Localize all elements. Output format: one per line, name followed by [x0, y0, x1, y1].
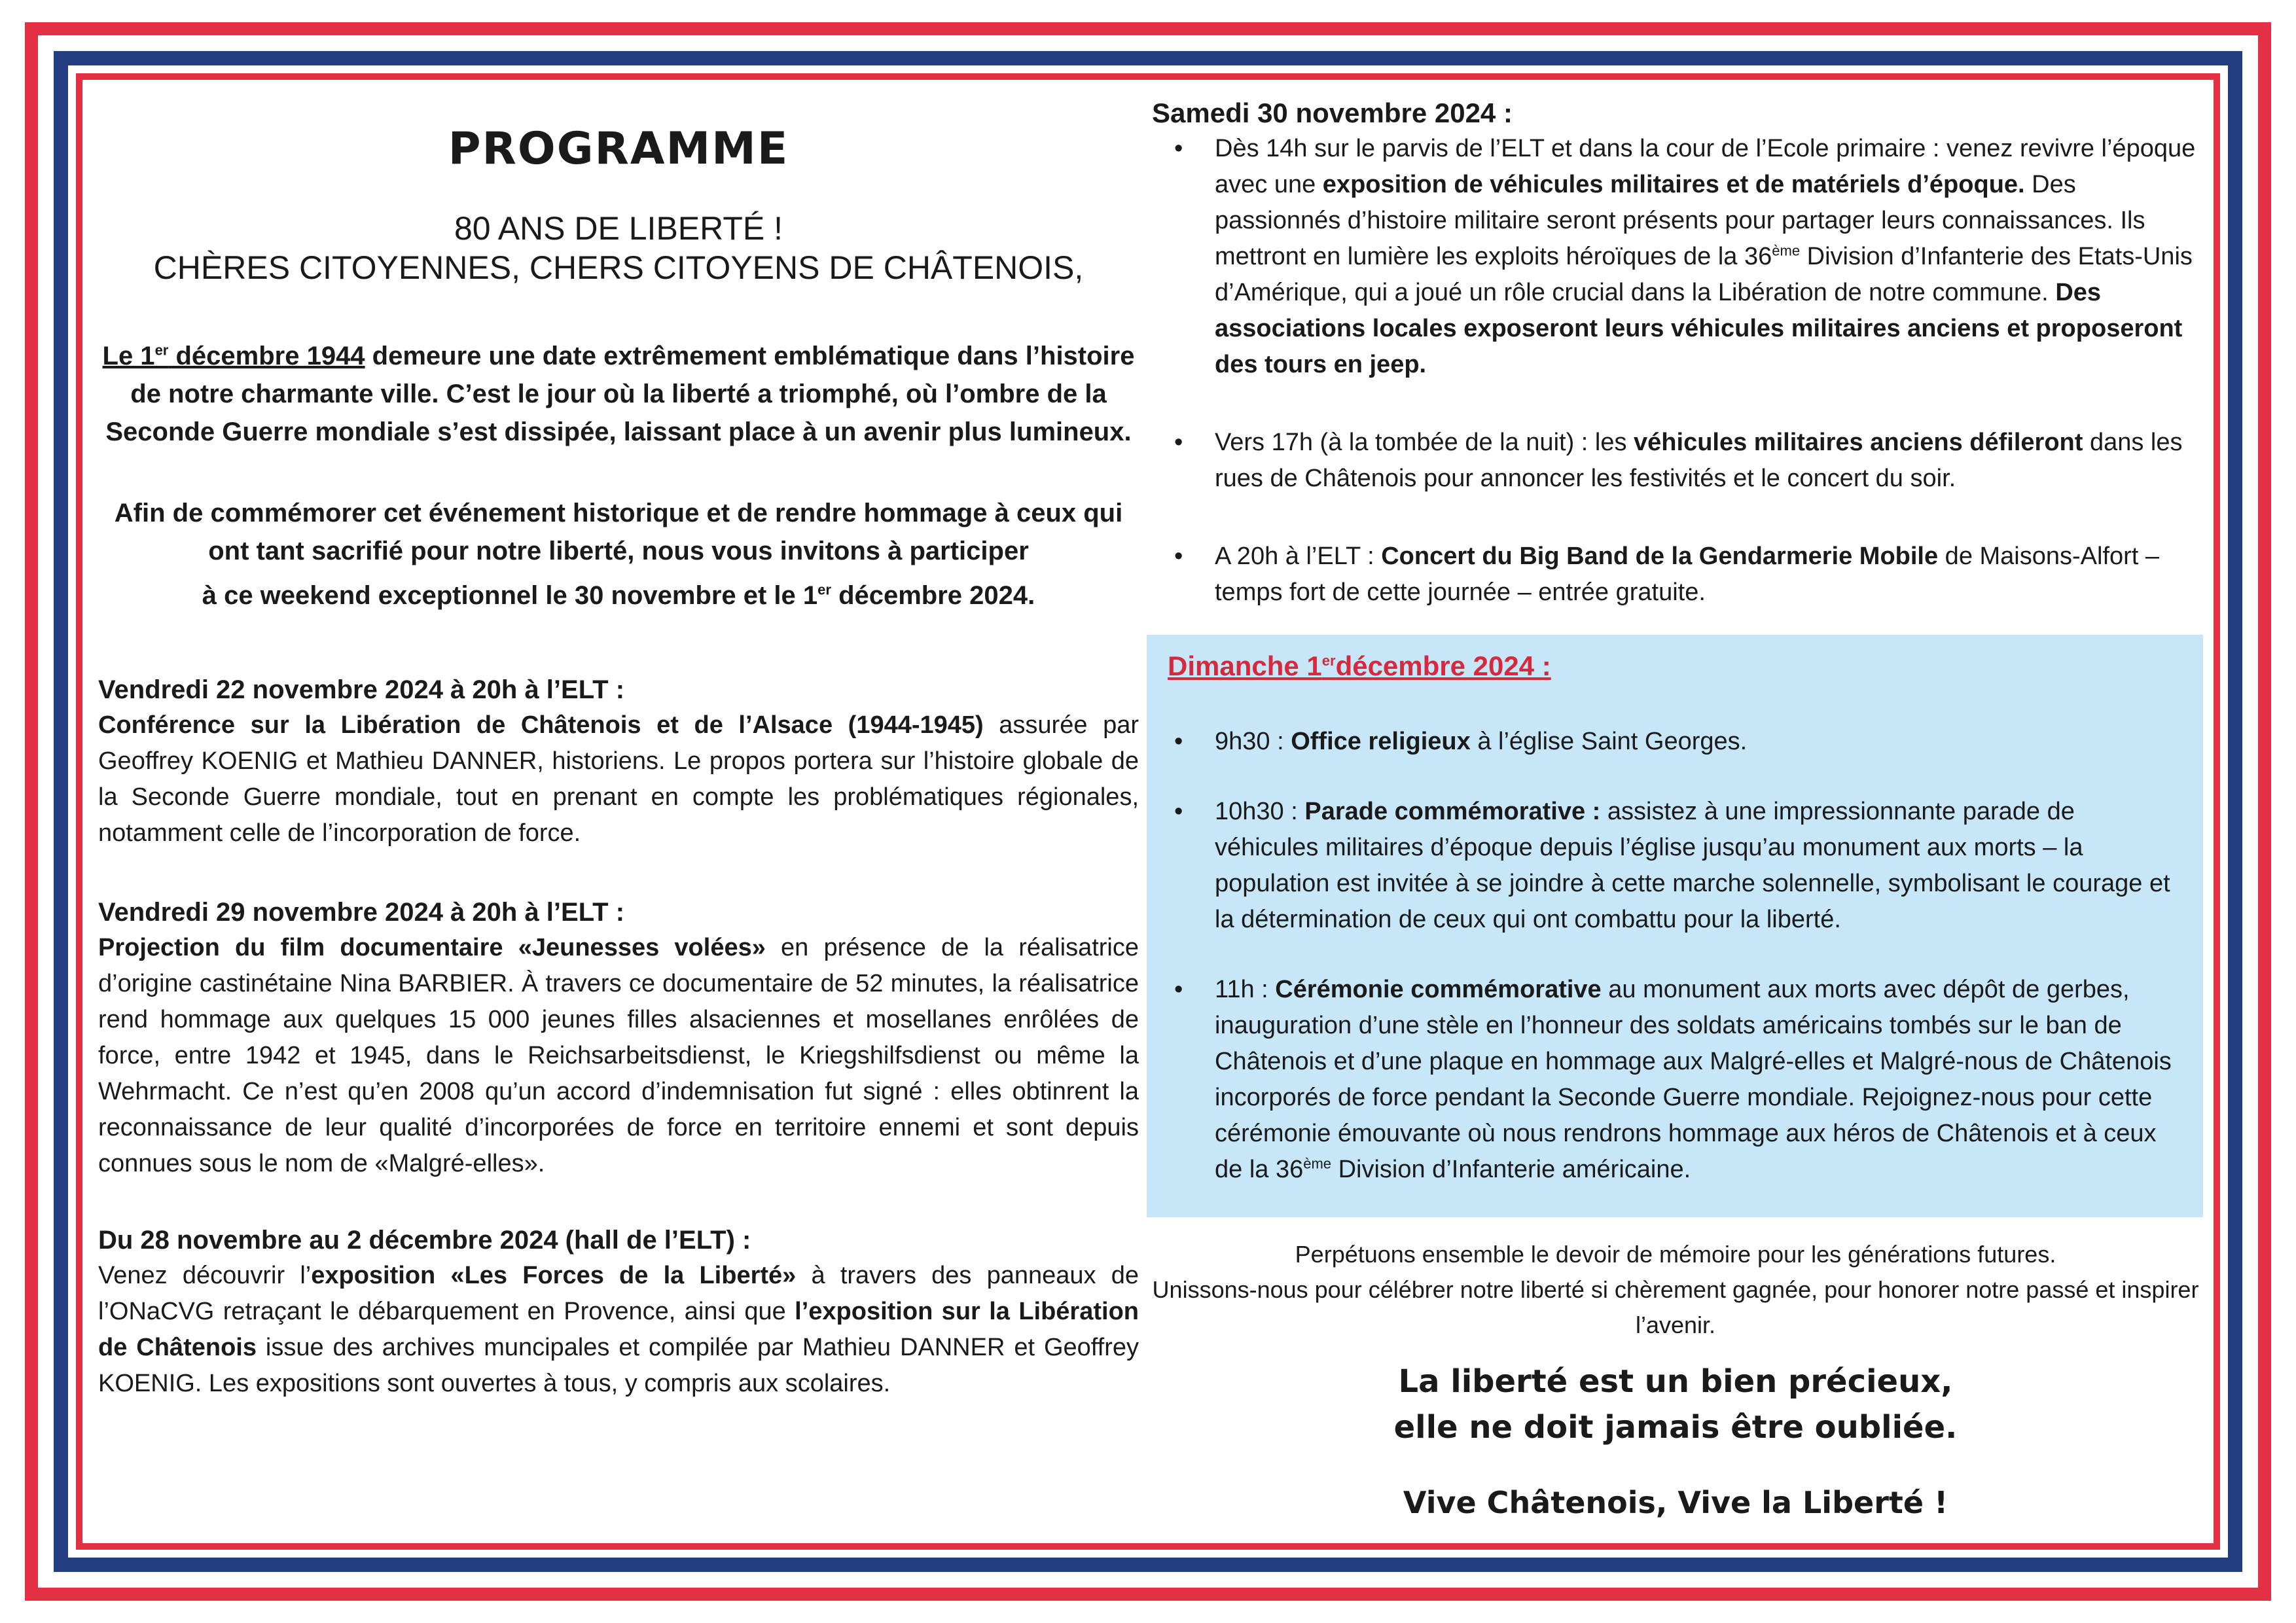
- saturday-item-3-strong: Concert du Big Band de la Gendarmerie Mobile: [1381, 543, 1939, 570]
- sunday-item-3-text-3: Division d’Infanterie américaine.: [1331, 1156, 1691, 1183]
- sunday-item-1-strong: Office religieux: [1291, 728, 1471, 755]
- event-film-title: Projection du film documentaire «Jeunesses volées»: [98, 934, 766, 961]
- list-item: [1152, 425, 2199, 497]
- closing-line-1: Perpétuons ensemble le devoir de mémoire pour les générations futures.: [1295, 1241, 2056, 1268]
- event-exhibition: [98, 1222, 1139, 1402]
- sunday-panel: [1147, 635, 2203, 1217]
- motto-line-1: La liberté est un bien précieux,: [1398, 1363, 1953, 1400]
- saturday-item-1-strong-2: Des associations locales exposeront leurs véhicules militaires anciens et proposeront des tours en jeep.: [1215, 279, 2183, 378]
- intro-paragraph-2: [98, 494, 1139, 615]
- saturday-item-2-text-1: Vers 17h (à la tombée de la nuit) : les: [1215, 429, 1634, 456]
- saturday-item-1-text-2: Des passionnés d’histoire militaire seront présents pour partager leurs connaissances. Ils mettront en lumière les exploits héroïques de la 36: [1215, 171, 2145, 270]
- sunday-item-3-strong: Cérémonie commémorative: [1275, 976, 1602, 1003]
- intro-date: [103, 342, 365, 370]
- list-item: [1152, 131, 2199, 383]
- sunday-item-2-text-2: assistez à une impressionnante parade de véhicules militaires d’époque depuis l’église jusqu’au monument aux morts – la population est invitée à se joindre à cette marche solennelle, symbolisant le courage et la détermination de ceux qui ont combattu pour la liberté.: [1215, 798, 2170, 933]
- sunday-heading-post: décembre 2024 :: [1335, 651, 1551, 681]
- event-exhibition-text-3: issue des archives muncipales et compilée par Mathieu DANNER et Geoffrey KOENIG. Les expositions sont ouvertes à tous, y compris aux scolaires.: [98, 1334, 1139, 1397]
- sunday-item-2-strong: Parade commémorative :: [1304, 798, 1601, 825]
- closing-line-2: Unissons-nous pour célébrer notre liberté si chèrement gagnée, pour honorer notre passé et inspirer l’avenir.: [1152, 1276, 2199, 1338]
- sunday-item-2-text-1: 10h30 :: [1215, 798, 1305, 825]
- intro-date-post: décembre 1944: [168, 342, 365, 370]
- intro-paragraph-1: [98, 337, 1139, 451]
- event-exhibition-strong-1: exposition «Les Forces de la Liberté»: [311, 1262, 797, 1289]
- intro-p2-sup: er: [817, 581, 831, 598]
- event-conference-body: [98, 707, 1139, 851]
- saturday-item-1-text-1: Dès 14h sur le parvis de l’ELT et dans la cour de l’Ecole primaire : venez revivre l’époque avec une: [1215, 135, 2196, 198]
- saturday-heading: Samedi 30 novembre 2024 :: [1152, 98, 1513, 128]
- saturday-list: [1152, 131, 2199, 611]
- sunday-list: [1152, 724, 2173, 1188]
- list-item: [1152, 794, 2173, 938]
- intro-p2-text-b: à ce weekend exceptionnel le 30 novembre et le 1: [202, 581, 818, 610]
- event-film-body: [98, 930, 1139, 1182]
- vive-slogan: Vive Châtenois, Vive la Liberté !: [1403, 1485, 1948, 1520]
- saturday-item-1-strong-1: exposition de véhicules militaires et de matériels d’époque.: [1322, 171, 2025, 198]
- intro-date-pre: Le 1: [102, 342, 155, 370]
- event-exhibition-body: [98, 1258, 1139, 1402]
- saturday-item-2-strong: véhicules militaires anciens défileront: [1634, 429, 2083, 456]
- sunday-item-3-text-1: 11h :: [1215, 976, 1276, 1003]
- sunday-item-1-text-2: à l’église Saint Georges.: [1470, 728, 1748, 755]
- intro-p2-line3: [98, 577, 1139, 615]
- sunday-item-1-text-1: 9h30 :: [1215, 728, 1291, 755]
- left-column: [98, 98, 1139, 1402]
- event-film: [98, 895, 1139, 1182]
- list-item: [1152, 539, 2199, 611]
- sunday-item-3-text-2: au monument aux morts avec dépôt de gerbes, inauguration d’une stèle en l’honneur des soldats américains tombés sur le ban de Châtenois et d’une plaque en hommage aux Malgré-elles et Malgré-nous de Châtenois incorporés de force pendant la Seconde Guerre mondiale. Rejoignez-nous pour cette cérémonie émouvante où nous rendrons hommage aux héros de Châtenois et à ceux de la 36: [1215, 976, 2172, 1183]
- event-exhibition-text-2: à travers des panneaux de l’ONaCVG retraçant le débarquement en Provence, ainsi que: [98, 1262, 1139, 1325]
- closing-text: [1152, 1237, 2199, 1343]
- saturday-item-1-text-3: Division d’Infanterie des Etats-Unis d’Amérique, qui a joué un rôle crucial dans la Libération de notre commune.: [1215, 243, 2193, 306]
- motto-line-2: elle ne doit jamais être oubliée.: [1393, 1409, 1958, 1446]
- event-conference-heading: Vendredi 22 novembre 2024 à 20h à l’ELT :: [98, 675, 625, 704]
- sunday-heading-sup: er: [1321, 652, 1336, 669]
- intro-p1-text: demeure une date extrêmement emblématique dans l’histoire de notre charmante ville. C’est le jour où la liberté a triomphé, où l’ombre de la Seconde Guerre mondiale s’est dissipée, laissant place à un avenir plus lumineux.: [105, 342, 1135, 446]
- intro-p2-text-a: Afin de commémorer cet événement historique et de rendre hommage à ceux qui ont tant sacrifié pour notre liberté, nous vous invitons à participer: [114, 499, 1123, 565]
- page-title: PROGRAMME: [448, 123, 789, 175]
- event-film-text: en présence de la réalisatrice d’origine castinétaine Nina BARBIER. À travers ce documentaire de 52 minutes, la réalisatrice rend hommage aux quelques 15 000 jeunes filles alsaciennes et mosellanes enrôlées de force, entre 1942 et 1945, dans le Reichsarbeitsdienst, le Kriegshilfsdienst ou même la Wehrmacht. Ce n’est qu’en 2008 qu’un accord d’indemnisation fut signé : elles obtinrent la reconnaissance de leur qualité d’incorporées de force en territoire ennemi et sont depuis connues sous le nom de «Malgré-elles».: [98, 934, 1139, 1177]
- event-exhibition-heading: Du 28 novembre au 2 décembre 2024 (hall de l’ELT) :: [98, 1226, 751, 1255]
- event-conference-title: Conférence sur la Libération de Châtenois et de l’Alsace (1944-1945): [98, 711, 984, 739]
- saturday-item-1-sup: ème: [1772, 242, 1801, 259]
- saturday-item-2-text-2: dans les rues de Châtenois pour annoncer les festivités et le concert du soir.: [1215, 429, 2183, 492]
- sunday-heading-pre: Dimanche 1: [1168, 651, 1322, 681]
- list-item: [1152, 972, 2173, 1188]
- event-film-heading: Vendredi 29 novembre 2024 à 20h à l’ELT :: [98, 898, 625, 927]
- sunday-item-3-sup: ème: [1303, 1155, 1332, 1172]
- subtitle-line-2: CHÈRES CITOYENNES, CHERS CITOYENS DE CHÂTENOIS,: [153, 249, 1084, 286]
- subtitle: [98, 209, 1139, 287]
- list-item: [1152, 724, 2173, 760]
- intro-date-sup: er: [154, 342, 169, 359]
- saturday-item-3-text-2: de Maisons-Alfort – temps fort de cette journée – entrée gratuite.: [1215, 543, 2160, 606]
- sunday-heading: [1168, 648, 1551, 685]
- intro-p2-text-c: décembre 2024.: [831, 581, 1035, 610]
- right-column: [1152, 98, 2199, 611]
- saturday-item-3-text-1: A 20h à l’ELT :: [1215, 543, 1382, 570]
- event-conference-text: assurée par Geoffrey KOENIG et Mathieu DANNER, historiens. Le propos portera sur l’histoire globale de la Seconde Guerre mondiale, tout en prenant en compte les problématiques régionales, notamment celle de l’incorporation de force.: [98, 711, 1139, 847]
- motto: [1152, 1359, 2199, 1450]
- event-exhibition-strong-2: l’exposition sur la Libération de Châtenois: [98, 1298, 1139, 1361]
- event-conference: [98, 672, 1139, 851]
- subtitle-line-1: 80 ANS DE LIBERTÉ !: [454, 210, 783, 247]
- event-exhibition-text-1: Venez découvrir l’: [98, 1262, 312, 1289]
